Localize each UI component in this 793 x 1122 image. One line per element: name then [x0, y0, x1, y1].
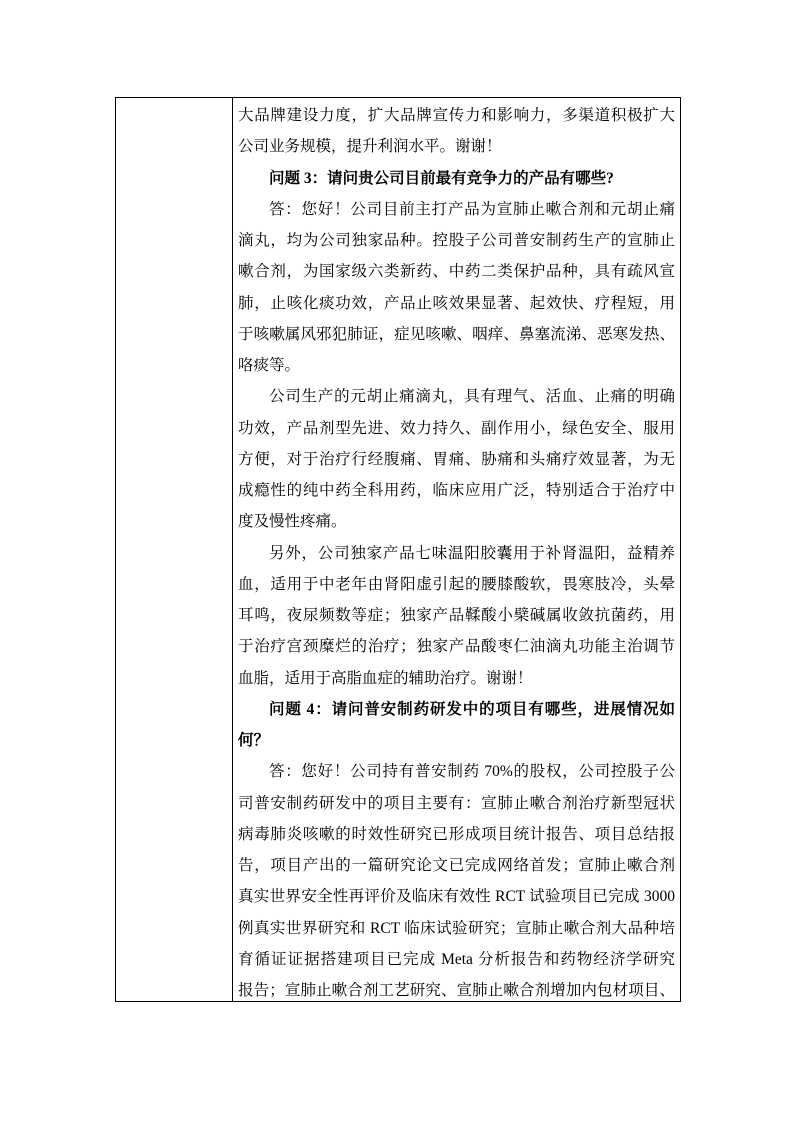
text-line: 成瘾性的纯中药全科用药，临床应用广泛，特别适合于治疗中 — [238, 482, 675, 499]
text-line: 嗽合剂，为国家级六类新药、中药二类保护品种，具有疏风宣 — [238, 263, 675, 281]
table-label-cell — [116, 98, 233, 1001]
text-line: 血，适用于中老年由肾阳虚引起的腰膝酸软，畏寒肢冷，头晕 — [238, 575, 675, 593]
qa-table — [115, 97, 681, 1002]
text-line: 告，项目产出的一篇研究论文已完成网络首发；宣肺止嗽合剂 — [238, 857, 675, 874]
text-line: 另外，公司独家产品七味温阳胶囊用于补肾温阳，益精养 — [269, 544, 675, 562]
text-line: 功效，产品剂型先进、效力持久、副作用小，绿色安全、服用 — [238, 419, 675, 437]
text-line: 真实世界安全性再评价及临床有效性 RCT 试验项目已完成 3000 — [238, 888, 675, 906]
text-line: 公司业务规模，提升利润水平。谢谢！ — [238, 138, 502, 156]
answer-paragraph — [238, 756, 675, 1001]
answer-paragraph — [238, 538, 675, 694]
text-line: 于咳嗽属风邪犯肺证，症见咳嗽、咽痒、鼻塞流涕、恶寒发热、 — [238, 325, 675, 343]
text-line: 耳鸣，夜尿频数等症；独家产品鞣酸小檗碱属收敛抗菌药，用 — [238, 607, 675, 624]
text-line: 例真实世界研究和 RCT 临床试验研究；宣肺止嗽合剂大品种培 — [238, 919, 675, 937]
answer-paragraph — [238, 194, 675, 382]
text-line: 滴丸，均为公司独家品种。控股子公司普安制药生产的宣肺止 — [238, 232, 675, 249]
text-line: 公司生产的元胡止痛滴丸，具有理气、活血、止痛的明确 — [269, 388, 675, 406]
question-heading — [238, 163, 675, 194]
text-line: 答：您好！公司目前主打产品为宣肺止嗽合剂和元胡止痛 — [269, 200, 675, 218]
text-line: 何？ — [238, 732, 270, 749]
table-answer-cell — [233, 98, 680, 1001]
answer-continuation — [238, 100, 675, 163]
text-line: 育循证证据搭建项目已完成 Meta 分析报告和药物经济学研究 — [238, 950, 675, 968]
text-line: 方便，对于治疗行经腹痛、胃痛、胁痛和头痛疗效显著，为无 — [238, 450, 675, 468]
text-line: 问题 4：请问普安制药研发中的项目有哪些，进展情况如 — [269, 700, 675, 718]
text-line: 问题 3：请问贵公司目前最有竞争力的产品有哪些? — [269, 169, 614, 187]
text-line: 报告；宣肺止嗽合剂工艺研究、宣肺止嗽合剂增加内包材项目、 — [238, 982, 675, 999]
text-line: 咯痰等。 — [238, 357, 301, 374]
text-line: 肺，止咳化痰功效，产品止咳效果显著、起效快、疗程短，用 — [238, 294, 675, 312]
text-line: 于治疗宫颈糜烂的治疗；独家产品酸枣仁油滴丸功能主治调节 — [238, 638, 675, 656]
answer-paragraph — [238, 381, 675, 537]
text-line: 病毒肺炎咳嗽的时效性研究已形成项目统计报告、项目总结报 — [238, 825, 675, 843]
text-line: 度及慢性疼痛。 — [238, 513, 347, 531]
text-line: 血脂，适用于高脂血症的辅助治疗。谢谢！ — [238, 669, 533, 687]
text-line: 司普安制药研发中的项目主要有：宣肺止嗽合剂治疗新型冠状 — [238, 794, 675, 812]
question-heading — [238, 694, 675, 757]
text-line: 大品牌建设力度，扩大品牌宣传力和影响力，多渠道积极扩大 — [238, 107, 675, 124]
text-line: 答：您好！公司持有普安制药 70%的股权，公司控股子公 — [269, 763, 675, 781]
